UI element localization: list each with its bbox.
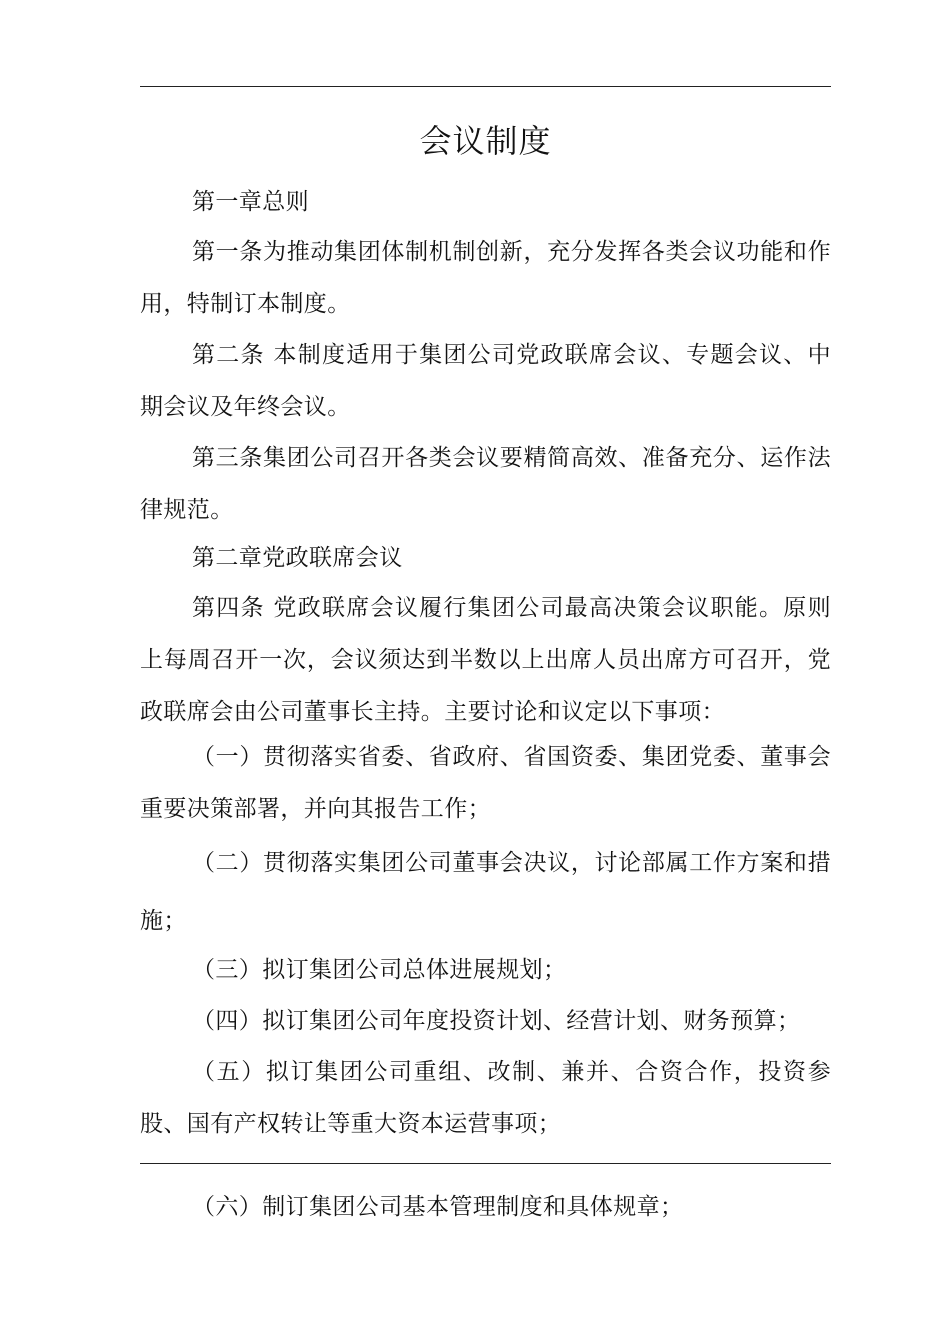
- article-1: 第一条为推动集团体制机制创新，充分发挥各类会议功能和作用，特制订本制度。: [140, 239, 831, 317]
- item-1: （一）贯彻落实省委、省政府、省国资委、集团党委、董事会重要决策部署，并向其报告工作；: [140, 744, 831, 822]
- item-5: （五）拟订集团公司重组、改制、兼并、合资合作，投资参股、国有产权转让等重大资本运营事项；: [140, 1059, 831, 1137]
- article-4: 第四条 党政联席会议履行集团公司最高决策会议职能。原则上每周召开一次，会议须达到半数以上出席人员出席方可召开，党政联席会由公司董事长主持。主要讨论和议定以下事项：: [140, 595, 831, 725]
- page-break-rule: [140, 1163, 831, 1164]
- chapter-heading-2: 第二章党政联席会议: [192, 545, 403, 571]
- item-6: （六）制订集团公司基本管理制度和具体规章；: [192, 1194, 684, 1220]
- header-rule: [140, 86, 831, 87]
- article-2: 第二条 本制度适用于集团公司党政联席会议、专题会议、中期会议及年终会议。: [140, 342, 831, 420]
- article-3: 第三条集团公司召开各类会议要精简高效、准备充分、运作法律规范。: [140, 445, 831, 523]
- item-3: （三）拟订集团公司总体进展规划；: [192, 957, 567, 983]
- chapter-heading-1: 第一章总则: [192, 189, 309, 215]
- document-title: 会议制度: [419, 122, 552, 160]
- item-2: （二）贯彻落实集团公司董事会决议，讨论部属工作方案和措施；: [140, 850, 831, 934]
- item-4: （四）拟订集团公司年度投资计划、经营计划、财务预算；: [192, 1008, 801, 1034]
